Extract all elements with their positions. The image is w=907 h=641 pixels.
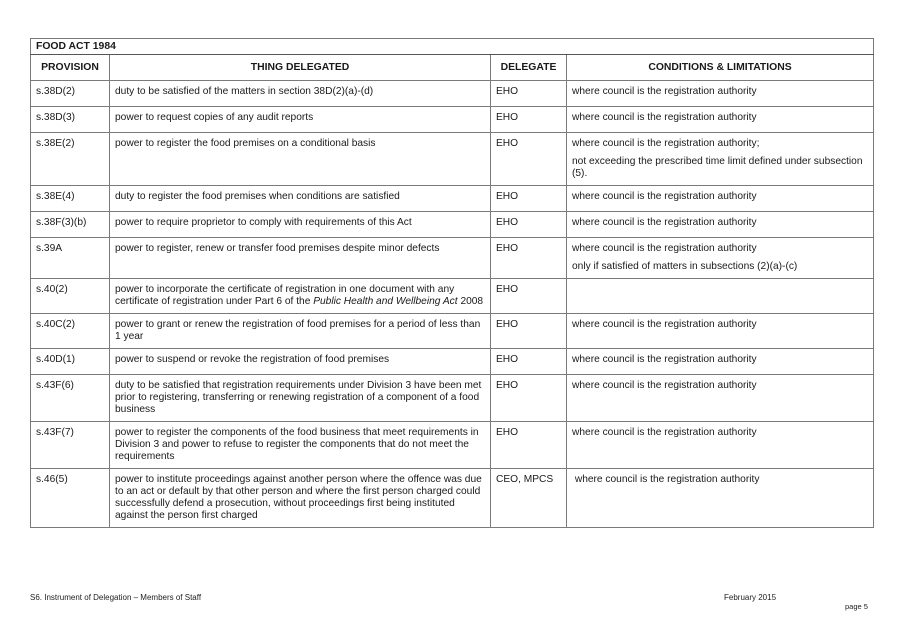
delegate-cell: EHO [491,422,567,469]
conditions-cell [567,186,874,212]
table-row [31,422,874,469]
delegate-cell: EHO [491,375,567,422]
condition-text: only if satisfied of matters in subsections (2)(a)-(c) [572,261,798,272]
thing-delegated-cell: power to grant or renew the registration of food premises for a period of less than 1 year [110,314,491,349]
condition-text: where council is the registration authority [572,112,757,123]
table-row [31,81,874,107]
delegate-cell: EHO [491,314,567,349]
header-conditions: CONDITIONS & LIMITATIONS [567,55,874,81]
table-header-row [31,55,874,81]
condition-text: where council is the registration authority [572,217,757,228]
condition-text: where council is the registration authority [572,380,757,391]
conditions-cell [567,422,874,469]
delegate-cell: EHO [491,349,567,375]
provision-cell: s.39A [31,238,110,279]
thing-delegated-cell: duty to register the food premises when conditions are satisfied [110,186,491,212]
table-row [31,238,874,279]
conditions-cell [567,469,874,528]
conditions-cell [567,81,874,107]
thing-delegated-cell: duty to be satisfied that registration requirements under Division 3 have been met prior to registering, transferring or renewing registration of a component of a food business [110,375,491,422]
provision-cell: s.38D(2) [31,81,110,107]
table-row [31,375,874,422]
provision-cell: s.40D(1) [31,349,110,375]
table-row [31,133,874,186]
provision-cell: s.38E(4) [31,186,110,212]
provision-cell: s.46(5) [31,469,110,528]
thing-delegated-cell: power to suspend or revoke the registration of food premises [110,349,491,375]
table-row [31,314,874,349]
provision-cell: s.38D(3) [31,107,110,133]
delegate-cell: EHO [491,133,567,186]
conditions-cell [567,314,874,349]
thing-delegated-cell: power to register, renew or transfer food premises despite minor defects [110,238,491,279]
footer-document-title: S6. Instrument of Delegation – Members of Staff [30,593,202,602]
table-title-row [31,39,874,55]
condition-text: where council is the registration authority [572,354,757,365]
conditions-cell [567,349,874,375]
thing-delegated-cell [110,279,491,314]
provision-cell: s.43F(7) [31,422,110,469]
delegate-cell: EHO [491,238,567,279]
conditions-cell [567,279,874,314]
conditions-cell [567,133,874,186]
conditions-cell [567,375,874,422]
condition-text: where council is the registration authority; [572,138,760,149]
condition-text: where council is the registration authority [572,319,757,330]
conditions-cell [567,212,874,238]
thing-delegated-cell: power to register the components of the food business that meet requirements in Division 3 and power to refuse to register the components that do not meet the requirements [110,422,491,469]
table-row [31,469,874,528]
conditions-cell [567,238,874,279]
condition-text: not exceeding the prescribed time limit defined under subsection (5). [572,156,863,179]
thing-delegated-cell: power to require proprietor to comply with requirements of this Act [110,212,491,238]
provision-cell: s.38F(3)(b) [31,212,110,238]
delegate-cell: EHO [491,279,567,314]
conditions-cell [567,107,874,133]
act-title: FOOD ACT 1984 [31,39,874,55]
condition-text: where council is the registration authority [572,243,757,254]
delegate-cell: EHO [491,81,567,107]
delegate-cell: EHO [491,186,567,212]
condition-text: where council is the registration authority [572,191,757,202]
header-provision: PROVISION [31,55,110,81]
condition-text: where council is the registration authority [572,427,757,438]
table-row [31,186,874,212]
condition-text: where council is the registration authority [572,474,760,485]
provision-cell: s.40C(2) [31,314,110,349]
provision-cell: s.40(2) [31,279,110,314]
act-name-italic: Public Health and Wellbeing Act [313,296,458,307]
condition-text: where council is the registration authority [572,86,757,97]
delegate-cell: CEO, MPCS [491,469,567,528]
table-row [31,349,874,375]
header-delegate: DELEGATE [491,55,567,81]
table-row [31,107,874,133]
thing-text: 2008 [457,296,484,307]
delegate-cell: EHO [491,212,567,238]
delegate-cell: EHO [491,107,567,133]
thing-delegated-cell: power to institute proceedings against another person where the offence was due to an act or default by that other person and where the first person charged could successfully defend a prosecution, without proceedings first being instituted against the person first charged [110,469,491,528]
thing-delegated-cell: power to request copies of any audit reports [110,107,491,133]
page-number: page 5 [845,602,868,611]
delegation-table [30,38,874,528]
thing-delegated-cell: duty to be satisfied of the matters in section 38D(2)(a)-(d) [110,81,491,107]
table-row [31,279,874,314]
thing-text: power to incorporate the certificate of registration in one document with any certificate of registration under Part 6 of the [115,284,455,307]
footer-date: February 2015 [724,593,777,602]
header-thing-delegated: THING DELEGATED [110,55,491,81]
table-row [31,212,874,238]
thing-delegated-cell: power to register the food premises on a conditional basis [110,133,491,186]
provision-cell: s.43F(6) [31,375,110,422]
provision-cell: s.38E(2) [31,133,110,186]
